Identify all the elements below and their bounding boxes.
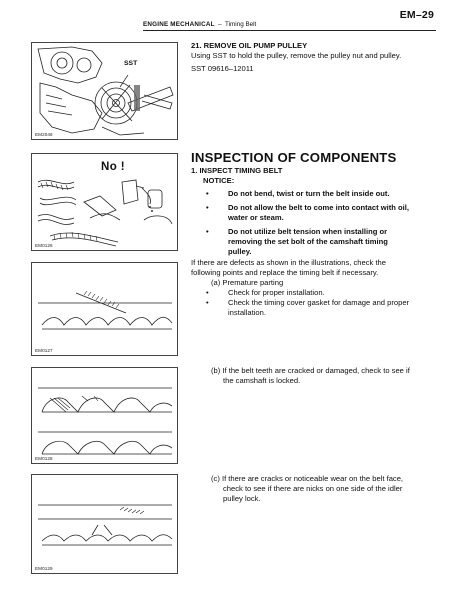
inspection-block	[191, 150, 413, 257]
figure-id: EM0129	[35, 566, 53, 571]
item-a-bullet: • Check the timing cover gasket for damage and proper installation.	[206, 298, 410, 317]
figure-id: EM0127	[35, 348, 53, 353]
step-21-block	[191, 41, 413, 74]
bullet-dot: •	[206, 189, 209, 198]
figure-id: EM0128	[35, 456, 53, 461]
no-warning-callout: No !	[101, 161, 125, 173]
header-section: ENGINE MECHANICAL	[143, 21, 215, 28]
figure-id: EM2046	[35, 132, 53, 137]
bullet-dot: •	[206, 203, 209, 212]
figure-belt-handling	[31, 153, 178, 251]
notice-label: NOTICE:	[203, 176, 235, 185]
bullet-dot: •	[206, 288, 209, 297]
figure-oil-pump-pulley	[31, 42, 178, 140]
sst-number: SST 09616–12011	[191, 64, 254, 73]
figure-belt-face-wear	[31, 474, 178, 574]
page-number: EM–29	[399, 9, 434, 21]
notice-item: • Do not allow the belt to come into contact with oil, water or steam.	[206, 203, 409, 222]
item-b: (b) If the belt teeth are cracked or damaged, check to see if the camshaft is locked.	[211, 366, 410, 385]
header-separator: –	[218, 21, 222, 28]
bullet-dot: •	[206, 298, 209, 307]
step-21-body: Using SST to hold the pulley, remove the pulley nut and pulley.	[191, 51, 402, 60]
bullet-dot: •	[206, 227, 209, 236]
running-header	[143, 21, 409, 29]
item-a-label: (a) Premature parting	[211, 278, 284, 287]
inspection-heading: INSPECTION OF COMPONENTS	[191, 150, 397, 165]
sst-callout: SST	[124, 60, 138, 67]
belt-face-illustration	[32, 475, 179, 575]
item-c: (c) If there are cracks or noticeable wear on the belt face, check to see if there are nicks on one side of the idler pulley lock.	[211, 474, 404, 503]
figure-id: EM0126	[35, 243, 53, 248]
figure-cracked-teeth	[31, 367, 178, 464]
belt-teeth-illustration	[32, 368, 179, 465]
belt-parting-illustration	[32, 263, 179, 357]
item-a-bullet: • Check for proper installation.	[206, 288, 325, 297]
header-topic: Timing Belt	[225, 21, 257, 28]
inspect-timing-belt-title: 1. INSPECT TIMING BELT	[191, 166, 283, 175]
figure-premature-parting	[31, 262, 178, 356]
defects-intro: If there are defects as shown in the illustrations, check the following points and replace the timing belt if necessary.	[191, 258, 387, 277]
step-21-title: 21. REMOVE OIL PUMP PULLEY	[191, 41, 308, 50]
notice-item: • Do not utilize belt tension when installing or removing the set bolt of the camshaft timing pulley.	[206, 227, 388, 256]
defects-block	[191, 258, 413, 318]
notice-item: • Do not bend, twist or turn the belt inside out.	[206, 189, 390, 198]
header-rule	[143, 30, 436, 31]
engine-pulley-illustration	[32, 43, 179, 141]
